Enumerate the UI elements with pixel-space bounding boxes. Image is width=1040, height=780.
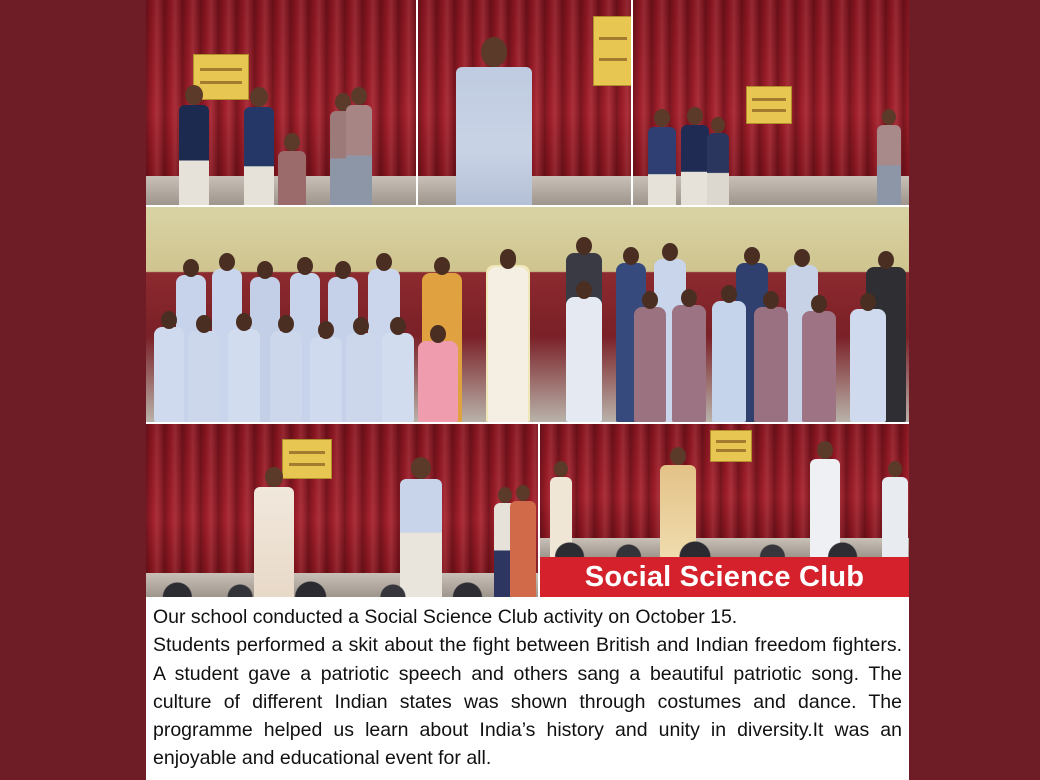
audience-heads [146,581,538,597]
performer-figure [254,467,294,597]
description-body: Students performed a skit about the fight between British and Indian freedom fighters. A student gave a patriotic speech and others sang a beautiful patriotic song. The culture of different Indian states was shown through costumes and dance. The programme helped us learn about India’s history and unity in diversity.It was an enjoyable and educational event for all. [153,634,902,770]
student-figure [244,87,274,205]
student-figure [850,309,886,422]
student-figure [418,341,458,422]
student-figure [310,337,342,422]
poster [146,0,909,780]
student-figure [672,305,706,422]
student-figure [179,85,209,205]
student-figure [270,331,302,422]
event-description [153,603,902,773]
student-figure [802,311,836,422]
student-figure [346,333,376,422]
student-figure [681,107,709,205]
photo-group [146,207,909,422]
student-figure [346,87,372,205]
student-figure [188,331,220,422]
photo-performance-left [146,424,538,597]
performer-figure [400,457,442,597]
wall-poster [746,86,792,124]
speaker-figure [456,37,532,205]
performer-figure [810,441,840,557]
student-figure [566,297,602,422]
student-figure [712,301,746,422]
student-figure [634,307,666,422]
description-intro: Our school conducted a Social Science Club activity on October 15. [153,606,738,628]
student-figure [382,333,414,422]
photo-skit-left [146,0,416,205]
wall-poster [710,430,752,462]
audience-heads [540,541,909,557]
student-figure [154,327,184,422]
student-figure [228,329,260,422]
student-figure [488,267,528,422]
photo-skit-right [633,0,909,205]
wall-poster [593,16,631,86]
club-title-banner: Social Science Club [540,557,909,597]
student-figure [877,109,901,205]
student-figure [754,307,788,422]
photo-performance-right [540,424,909,557]
student-figure [278,133,306,205]
student-figure [648,109,676,205]
photo-speech [418,0,631,205]
student-figure [707,117,729,205]
